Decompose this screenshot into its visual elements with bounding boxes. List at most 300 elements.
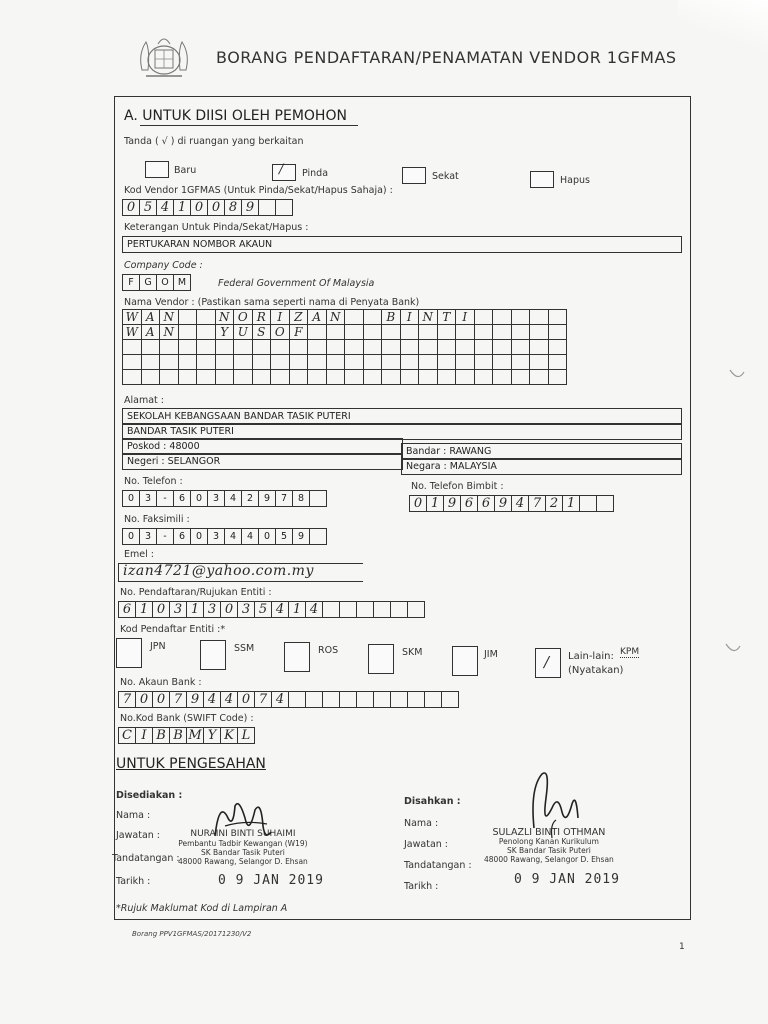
nama-vendor-row bbox=[122, 324, 567, 339]
akaun-digit: 4 bbox=[221, 692, 238, 707]
punch-hole-icon bbox=[728, 366, 746, 384]
left-stamp-title: Pembantu Tadbir Kewangan (W19) bbox=[178, 839, 308, 848]
nama-vendor-char: N bbox=[216, 309, 235, 324]
nama-vendor-row bbox=[122, 354, 567, 369]
bimbit-digit bbox=[597, 496, 613, 511]
swift-char: K bbox=[221, 728, 238, 743]
telefon-cells[interactable] bbox=[122, 490, 327, 507]
kod-vendor-digit: 9 bbox=[242, 200, 259, 215]
nama-vendor-char bbox=[438, 369, 457, 385]
nama-vendor-char bbox=[308, 354, 327, 369]
disahkan-label: Disahkan : bbox=[404, 796, 461, 807]
nama-vendor-row bbox=[122, 339, 567, 354]
akaun-digit bbox=[357, 692, 374, 707]
nama-vendor-char bbox=[123, 339, 142, 354]
nama-vendor-char bbox=[512, 339, 531, 354]
kod-vendor-digit bbox=[259, 200, 276, 215]
kod-vendor-digit: 0 bbox=[123, 200, 140, 215]
nama-vendor-char bbox=[401, 324, 420, 339]
right-stamp-name: SULAZLI BINTI OTHMAN bbox=[492, 827, 606, 838]
nama-vendor-char: F bbox=[290, 324, 309, 339]
company-code-char: F bbox=[123, 275, 140, 290]
checkbox-ssm[interactable] bbox=[200, 640, 226, 670]
nama-left-label: Nama : bbox=[116, 810, 151, 821]
akaun-label: No. Akaun Bank : bbox=[120, 677, 202, 688]
nama-vendor-char bbox=[549, 324, 568, 339]
nama-vendor-char: W bbox=[123, 309, 142, 324]
keterangan-field[interactable]: PERTUKARAN NOMBOR AKAUN bbox=[122, 236, 682, 253]
nama-vendor-char bbox=[382, 339, 401, 354]
nama-right-label: Nama : bbox=[404, 818, 439, 829]
nama-vendor-char bbox=[382, 324, 401, 339]
bimbit-digit: 7 bbox=[529, 496, 546, 511]
pengesahan-heading: UNTUK PENGESAHAN bbox=[116, 756, 266, 772]
nama-vendor-char bbox=[179, 324, 198, 339]
nama-vendor-char bbox=[179, 309, 198, 324]
nama-vendor-char bbox=[549, 354, 568, 369]
akaun-digit bbox=[323, 692, 340, 707]
kod-vendor-digit: 8 bbox=[225, 200, 242, 215]
telefon-digit: 4 bbox=[225, 491, 242, 506]
rujukan-digit: 4 bbox=[272, 602, 289, 617]
nama-vendor-char bbox=[512, 354, 531, 369]
bimbit-digit: 2 bbox=[546, 496, 563, 511]
akaun-digit bbox=[408, 692, 425, 707]
rujukan-digit: 3 bbox=[204, 602, 221, 617]
telefon-digit: 0 bbox=[191, 491, 208, 506]
akaun-digit: 4 bbox=[204, 692, 221, 707]
nama-vendor-char bbox=[345, 324, 364, 339]
check-mark: / bbox=[544, 653, 550, 671]
nama-vendor-char bbox=[456, 324, 475, 339]
nama-vendor-char bbox=[142, 354, 161, 369]
nama-vendor-char bbox=[475, 339, 494, 354]
left-signature-icon bbox=[205, 796, 275, 846]
nama-vendor-char: A bbox=[142, 324, 161, 339]
right-signature-icon bbox=[522, 768, 582, 848]
bimbit-digit: 9 bbox=[495, 496, 512, 511]
entiti-label-ros: ROS bbox=[318, 645, 339, 656]
nama-vendor-char bbox=[234, 354, 253, 369]
bimbit-digit: 4 bbox=[512, 496, 529, 511]
nama-vendor-char: I bbox=[456, 309, 475, 324]
nama-vendor-char bbox=[401, 369, 420, 385]
disediakan-label: Disediakan : bbox=[116, 790, 183, 801]
nama-vendor-char bbox=[364, 309, 383, 324]
nama-vendor-char bbox=[493, 369, 512, 385]
bimbit-digit: 1 bbox=[563, 496, 580, 511]
bimbit-digit bbox=[580, 496, 597, 511]
faks-digit: 6 bbox=[174, 529, 191, 544]
bimbit-cells[interactable] bbox=[409, 495, 614, 512]
bimbit-digit: 6 bbox=[461, 496, 478, 511]
nama-vendor-char bbox=[493, 324, 512, 339]
nama-vendor-char: O bbox=[271, 324, 290, 339]
nama-vendor-char bbox=[475, 369, 494, 385]
kod-entiti-label: Kod Pendaftar Entiti :* bbox=[120, 624, 226, 635]
right-date-stamp: 0 9 JAN 2019 bbox=[514, 872, 620, 887]
faks-digit: 0 bbox=[259, 529, 276, 544]
faks-digit: 9 bbox=[293, 529, 310, 544]
telefon-digit: 6 bbox=[174, 491, 191, 506]
nama-vendor-char bbox=[308, 369, 327, 385]
rujukan-digit: 0 bbox=[153, 602, 170, 617]
nama-vendor-char bbox=[382, 354, 401, 369]
nama-vendor-char bbox=[142, 369, 161, 385]
nama-vendor-char: Z bbox=[290, 309, 309, 324]
nama-vendor-char: W bbox=[123, 324, 142, 339]
nama-vendor-char bbox=[345, 354, 364, 369]
akaun-digit bbox=[306, 692, 323, 707]
nama-vendor-char: U bbox=[234, 324, 253, 339]
instruction-text: Tanda ( √ ) di ruangan yang berkaitan bbox=[124, 136, 304, 147]
nama-vendor-char bbox=[456, 369, 475, 385]
emel-field[interactable] bbox=[118, 563, 363, 582]
akaun-digit bbox=[374, 692, 391, 707]
company-code-cells[interactable] bbox=[122, 274, 191, 291]
section-a-heading: A. UNTUK DIISI OLEH PEMOHON bbox=[124, 108, 347, 124]
nama-vendor-char bbox=[382, 369, 401, 385]
option-label-hapus: Hapus bbox=[560, 175, 590, 186]
telefon-digit: 0 bbox=[123, 491, 140, 506]
nama-vendor-label: Nama Vendor : (Pastikan sama seperti nama di Penyata Bank) bbox=[124, 297, 420, 308]
nama-vendor-char bbox=[197, 339, 216, 354]
nama-vendor-char bbox=[234, 369, 253, 385]
swift-char: I bbox=[136, 728, 153, 743]
faks-digit: 4 bbox=[242, 529, 259, 544]
telefon-digit: 8 bbox=[293, 491, 310, 506]
telefon-digit: - bbox=[157, 491, 174, 506]
rujukan-digit bbox=[357, 602, 374, 617]
nama-vendor-char bbox=[327, 339, 346, 354]
rujukan-digit: 3 bbox=[170, 602, 187, 617]
akaun-digit bbox=[391, 692, 408, 707]
nama-vendor-char bbox=[160, 369, 179, 385]
nama-vendor-char bbox=[493, 339, 512, 354]
nama-vendor-char bbox=[475, 354, 494, 369]
telefon-digit: 9 bbox=[259, 491, 276, 506]
akaun-digit bbox=[425, 692, 442, 707]
negeri-field[interactable]: Negeri : SELANGOR bbox=[122, 453, 403, 470]
nama-vendor-char bbox=[197, 369, 216, 385]
rujukan-cells[interactable] bbox=[118, 601, 425, 618]
akaun-digit: 7 bbox=[255, 692, 272, 707]
kod-vendor-digit: 0 bbox=[191, 200, 208, 215]
nama-vendor-char bbox=[253, 339, 272, 354]
option-label-baru: Baru bbox=[174, 165, 197, 176]
emel-value: izan4721@yahoo.com.my bbox=[123, 563, 314, 579]
option-label-pinda: Pinda bbox=[302, 168, 329, 179]
swift-char: B bbox=[170, 728, 187, 743]
lain-lain-value: KPM bbox=[620, 647, 640, 657]
akaun-digit bbox=[442, 692, 458, 707]
nama-vendor-char bbox=[456, 354, 475, 369]
nama-vendor-char bbox=[216, 369, 235, 385]
nyatakan-label: (Nyatakan) bbox=[568, 665, 624, 676]
punch-hole-icon bbox=[724, 640, 742, 658]
entiti-label-ssm: SSM bbox=[234, 643, 255, 654]
left-stamp-school: SK Bandar Tasik Puteri bbox=[200, 848, 285, 857]
right-stamp-title: Penolong Kanan Kurikulum bbox=[498, 837, 599, 846]
swift-char: M bbox=[187, 728, 204, 743]
nama-vendor-char bbox=[123, 354, 142, 369]
nama-vendor-char: S bbox=[253, 324, 272, 339]
nama-vendor-char: I bbox=[401, 309, 420, 324]
faks-digit: 3 bbox=[140, 529, 157, 544]
nama-vendor-char bbox=[327, 354, 346, 369]
nama-vendor-char: N bbox=[160, 309, 179, 324]
malaysia-crest-icon bbox=[128, 30, 200, 84]
telefon-digit bbox=[310, 491, 326, 506]
nama-vendor-char bbox=[475, 309, 494, 324]
nama-vendor-char bbox=[419, 339, 438, 354]
keterangan-label: Keterangan Untuk Pinda/Sekat/Hapus : bbox=[124, 222, 309, 233]
emel-label: Emel : bbox=[124, 549, 154, 560]
nama-vendor-char bbox=[271, 369, 290, 385]
company-name: Federal Government Of Malaysia bbox=[218, 278, 375, 289]
alamat-line1[interactable]: SEKOLAH KEBANGSAAN BANDAR TASIK PUTERI bbox=[122, 408, 682, 425]
nama-vendor-char bbox=[493, 354, 512, 369]
entiti-label-jim: JIM bbox=[484, 649, 498, 660]
nama-vendor-char bbox=[530, 354, 549, 369]
negara-field[interactable]: Negara : MALAYSIA bbox=[401, 458, 682, 475]
nama-vendor-char: A bbox=[308, 309, 327, 324]
nama-vendor-char bbox=[345, 369, 364, 385]
faks-digit bbox=[310, 529, 326, 544]
rujukan-digit bbox=[391, 602, 408, 617]
nama-vendor-grid[interactable] bbox=[122, 309, 567, 385]
left-date-stamp: 0 9 JAN 2019 bbox=[218, 873, 324, 888]
checkbox-jim[interactable] bbox=[452, 646, 478, 676]
bimbit-digit: 6 bbox=[478, 496, 495, 511]
tarikh-left-label: Tarikh : bbox=[116, 876, 151, 887]
nama-vendor-char bbox=[456, 339, 475, 354]
nama-vendor-char bbox=[197, 324, 216, 339]
nama-vendor-char bbox=[438, 339, 457, 354]
nama-vendor-char bbox=[364, 369, 383, 385]
checkbox-lain-lain[interactable] bbox=[535, 648, 561, 678]
right-stamp-school: SK Bandar Tasik Puteri bbox=[506, 846, 591, 855]
bimbit-digit: 1 bbox=[427, 496, 444, 511]
swift-char: B bbox=[153, 728, 170, 743]
akaun-digit: 0 bbox=[153, 692, 170, 707]
rujukan-digit: 6 bbox=[119, 602, 136, 617]
akaun-digit: 7 bbox=[119, 692, 136, 707]
rujukan-digit: 1 bbox=[136, 602, 153, 617]
nama-vendor-char bbox=[308, 324, 327, 339]
rujukan-digit: 5 bbox=[255, 602, 272, 617]
nama-vendor-char bbox=[123, 369, 142, 385]
company-code-char: M bbox=[177, 277, 187, 288]
bimbit-digit: 0 bbox=[410, 496, 427, 511]
akaun-digit: 4 bbox=[272, 692, 289, 707]
nama-vendor-char bbox=[234, 339, 253, 354]
nama-vendor-char bbox=[530, 339, 549, 354]
nama-vendor-char bbox=[179, 369, 198, 385]
swift-char: L bbox=[241, 728, 251, 743]
swift-label: No.Kod Bank (SWIFT Code) : bbox=[120, 713, 254, 724]
tarikh-right-label: Tarikh : bbox=[404, 881, 439, 892]
nama-vendor-char bbox=[364, 354, 383, 369]
tandatangan-left-label: Tandatangan : bbox=[112, 853, 180, 864]
nama-vendor-char bbox=[308, 339, 327, 354]
kod-vendor-digit: 5 bbox=[140, 200, 157, 215]
rujukan-digit bbox=[374, 602, 391, 617]
checkbox-skm[interactable] bbox=[368, 644, 394, 674]
nama-vendor-char bbox=[290, 369, 309, 385]
akaun-digit bbox=[289, 692, 306, 707]
nama-vendor-char bbox=[438, 354, 457, 369]
nama-vendor-char bbox=[530, 309, 549, 324]
bimbit-label: No. Telefon Bimbit : bbox=[411, 481, 504, 492]
nama-vendor-char bbox=[512, 324, 531, 339]
nama-vendor-char bbox=[142, 339, 161, 354]
alamat-label: Alamat : bbox=[124, 395, 164, 406]
heading-underline bbox=[140, 125, 358, 126]
nama-vendor-char bbox=[216, 354, 235, 369]
nama-vendor-char: N bbox=[419, 309, 438, 324]
faks-digit: 5 bbox=[276, 529, 293, 544]
alamat-line2[interactable]: BANDAR TASIK PUTERI bbox=[122, 423, 682, 440]
nama-vendor-char bbox=[549, 339, 568, 354]
nama-vendor-char: N bbox=[327, 309, 346, 324]
checkbox-hapus[interactable] bbox=[530, 171, 554, 188]
nama-vendor-char bbox=[530, 369, 549, 385]
akaun-cells[interactable] bbox=[118, 691, 459, 708]
form-reference: Borang PPV1GFMAS/20171230/V2 bbox=[132, 930, 252, 938]
nama-vendor-char bbox=[401, 339, 420, 354]
akaun-digit: 7 bbox=[170, 692, 187, 707]
nama-vendor-char bbox=[253, 369, 272, 385]
jawatan-right-label: Jawatan : bbox=[404, 839, 449, 850]
akaun-digit: 9 bbox=[187, 692, 204, 707]
faks-digit: 3 bbox=[208, 529, 225, 544]
entiti-label-skm: SKM bbox=[402, 647, 423, 658]
right-stamp-address: 48000 Rawang, Selangor D. Ehsan bbox=[484, 855, 614, 864]
checkbox-ros[interactable] bbox=[284, 642, 310, 672]
company-code-char: O bbox=[157, 275, 174, 290]
faks-digit: 4 bbox=[225, 529, 242, 544]
rujukan-digit: 1 bbox=[289, 602, 306, 617]
rujukan-label: No. Pendaftaran/Rujukan Entiti : bbox=[120, 587, 272, 598]
rujukan-digit: 4 bbox=[306, 602, 323, 617]
left-stamp-name: NURAINI BINTI SUHAIMI bbox=[190, 829, 296, 839]
nama-vendor-char bbox=[327, 324, 346, 339]
check-mark: / bbox=[279, 162, 284, 177]
checkbox-jpn[interactable] bbox=[116, 638, 142, 668]
faks-digit: 0 bbox=[191, 529, 208, 544]
footnote: *Rujuk Maklumat Kod di Lampiran A bbox=[116, 903, 288, 914]
nama-vendor-char bbox=[475, 324, 494, 339]
kod-vendor-digit bbox=[276, 200, 292, 215]
nama-vendor-char bbox=[512, 369, 531, 385]
kod-vendor-digit: 1 bbox=[174, 200, 191, 215]
akaun-digit bbox=[340, 692, 357, 707]
bandar-field[interactable]: Bandar : RAWANG bbox=[401, 443, 682, 460]
rujukan-digit: 3 bbox=[238, 602, 255, 617]
telefon-label: No. Telefon : bbox=[124, 476, 183, 487]
left-stamp-address: 48000 Rawang, Selangor D. Ehsan bbox=[178, 857, 308, 866]
telefon-digit: 3 bbox=[208, 491, 225, 506]
nama-vendor-char bbox=[216, 339, 235, 354]
nama-vendor-char bbox=[345, 309, 364, 324]
faks-digit: 0 bbox=[123, 529, 140, 544]
nama-vendor-char bbox=[512, 309, 531, 324]
faks-digit: - bbox=[157, 529, 174, 544]
entiti-label-jpn: JPN bbox=[150, 641, 166, 652]
tandatangan-right-label: Tandatangan : bbox=[404, 860, 472, 871]
faks-cells[interactable] bbox=[122, 528, 327, 545]
nama-vendor-char bbox=[179, 354, 198, 369]
nama-vendor-char bbox=[290, 339, 309, 354]
kod-vendor-digit: 4 bbox=[157, 200, 174, 215]
kod-vendor-label: Kod Vendor 1GFMAS (Untuk Pinda/Sekat/Hapus Sahaja) : bbox=[124, 185, 393, 196]
nama-vendor-char bbox=[419, 369, 438, 385]
nama-vendor-char bbox=[160, 354, 179, 369]
swift-cells[interactable] bbox=[118, 727, 255, 744]
entiti-label-lain: Lain-lain: bbox=[568, 651, 614, 662]
nama-vendor-char bbox=[253, 354, 272, 369]
nama-vendor-char: T bbox=[438, 309, 457, 324]
nama-vendor-char: I bbox=[271, 309, 290, 324]
rujukan-digit: 1 bbox=[187, 602, 204, 617]
nama-vendor-char bbox=[197, 354, 216, 369]
nama-vendor-row bbox=[122, 309, 567, 324]
nama-vendor-char bbox=[160, 339, 179, 354]
kod-vendor-digit: 0 bbox=[208, 200, 225, 215]
rujukan-digit bbox=[408, 602, 424, 617]
checkbox-pinda[interactable] bbox=[272, 164, 296, 181]
option-label-sekat: Sekat bbox=[432, 171, 459, 182]
swift-char: Y bbox=[204, 728, 221, 743]
rujukan-digit bbox=[323, 602, 340, 617]
page-fold bbox=[678, 0, 768, 60]
bimbit-digit: 9 bbox=[444, 496, 461, 511]
faks-label: No. Faksimili : bbox=[124, 514, 190, 525]
kod-vendor-cells[interactable] bbox=[122, 199, 293, 216]
company-code-label: Company Code : bbox=[124, 260, 203, 271]
jawatan-left-label: Jawatan : bbox=[116, 830, 161, 841]
nama-vendor-char bbox=[549, 369, 568, 385]
rujukan-digit bbox=[340, 602, 357, 617]
nama-vendor-char bbox=[549, 309, 568, 324]
company-code-char: G bbox=[140, 275, 157, 290]
telefon-digit: 2 bbox=[242, 491, 259, 506]
nama-vendor-char bbox=[271, 339, 290, 354]
nama-vendor-char: O bbox=[234, 309, 253, 324]
nama-vendor-row bbox=[122, 369, 567, 385]
nama-vendor-char bbox=[345, 339, 364, 354]
nama-vendor-char: A bbox=[142, 309, 161, 324]
swift-char: C bbox=[119, 728, 136, 743]
nama-vendor-char bbox=[493, 309, 512, 324]
nama-vendor-char bbox=[530, 324, 549, 339]
nama-vendor-char bbox=[419, 354, 438, 369]
nama-vendor-char: N bbox=[160, 324, 179, 339]
nama-vendor-char bbox=[290, 354, 309, 369]
nama-vendor-char: B bbox=[382, 309, 401, 324]
checkbox-baru[interactable] bbox=[145, 161, 169, 178]
telefon-digit: 3 bbox=[140, 491, 157, 506]
rujukan-digit: 0 bbox=[221, 602, 238, 617]
page-number: 1 bbox=[679, 942, 685, 952]
nama-vendor-char bbox=[197, 309, 216, 324]
form-title: BORANG PENDAFTARAN/PENAMATAN VENDOR 1GFMAS bbox=[216, 48, 677, 67]
nama-vendor-char: Y bbox=[216, 324, 235, 339]
poskod-field[interactable]: Poskod : 48000 bbox=[122, 438, 403, 455]
checkbox-sekat[interactable] bbox=[402, 167, 426, 184]
nama-vendor-char bbox=[401, 354, 420, 369]
